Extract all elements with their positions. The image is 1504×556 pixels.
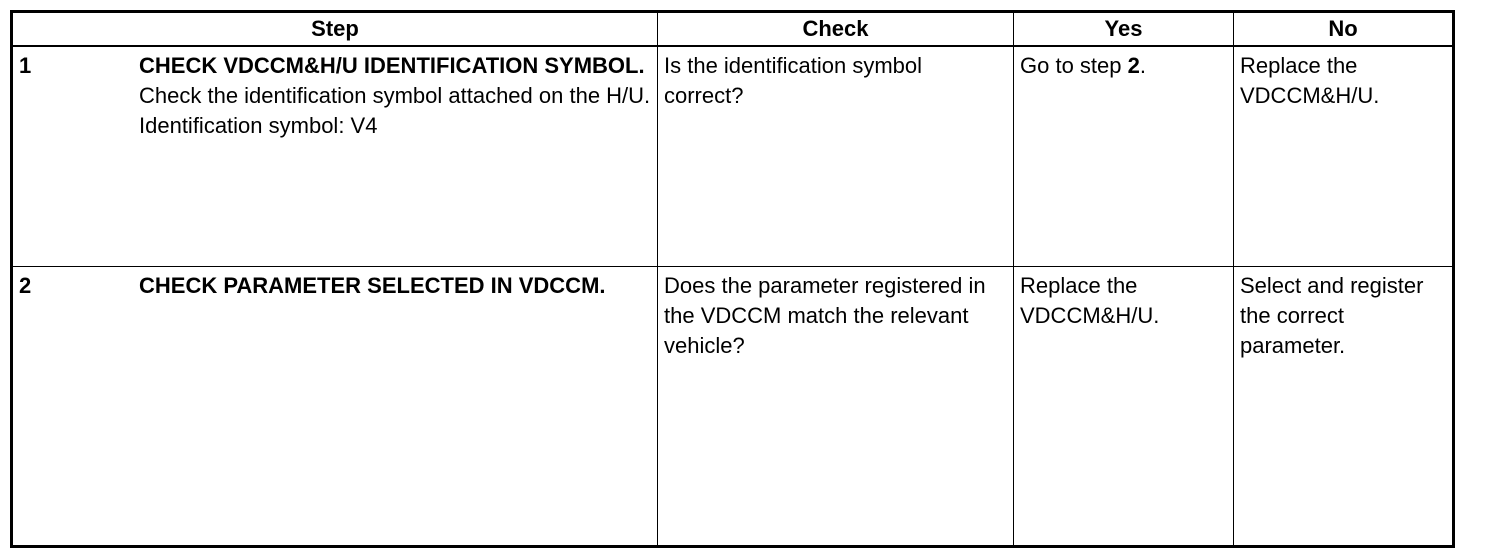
header-no: No: [1234, 12, 1454, 47]
step-description: Identification symbol: V4: [139, 113, 378, 138]
yes-step-ref: 2: [1127, 53, 1140, 78]
step-body: [139, 47, 657, 141]
header-yes: Yes: [1014, 12, 1234, 47]
step-body: [139, 267, 657, 301]
yes-cell: [1014, 46, 1234, 267]
diagnostic-table: [10, 10, 1455, 548]
yes-cell: Replace the VDCCM&H/U.: [1014, 267, 1234, 547]
table-header-row: [12, 12, 1454, 47]
header-check: Check: [658, 12, 1014, 47]
step-description: Check the identification symbol attached on the H/U.: [139, 83, 651, 108]
step-cell: [12, 46, 658, 267]
step-title: CHECK VDCCM&H/U IDENTIFICATION SYMBOL.: [139, 53, 645, 78]
header-step: Step: [12, 12, 658, 47]
table-row: [12, 46, 1454, 267]
no-cell: Replace the VDCCM&H/U.: [1234, 46, 1454, 267]
yes-suffix: .: [1139, 53, 1146, 78]
step-title: CHECK PARAMETER SELECTED IN VDCCM.: [139, 273, 606, 299]
step-number: 2: [19, 273, 32, 299]
yes-text: Go to step: [1020, 53, 1128, 78]
table-row: [12, 267, 1454, 547]
no-cell: Select and register the correct parameter.: [1234, 267, 1454, 547]
step-cell: [12, 267, 658, 547]
step-number: 1: [19, 53, 32, 78]
check-cell: Is the identification symbol correct?: [658, 46, 1014, 267]
check-cell: Does the parameter registered in the VDCCM match the relevant vehicle?: [658, 267, 1014, 547]
